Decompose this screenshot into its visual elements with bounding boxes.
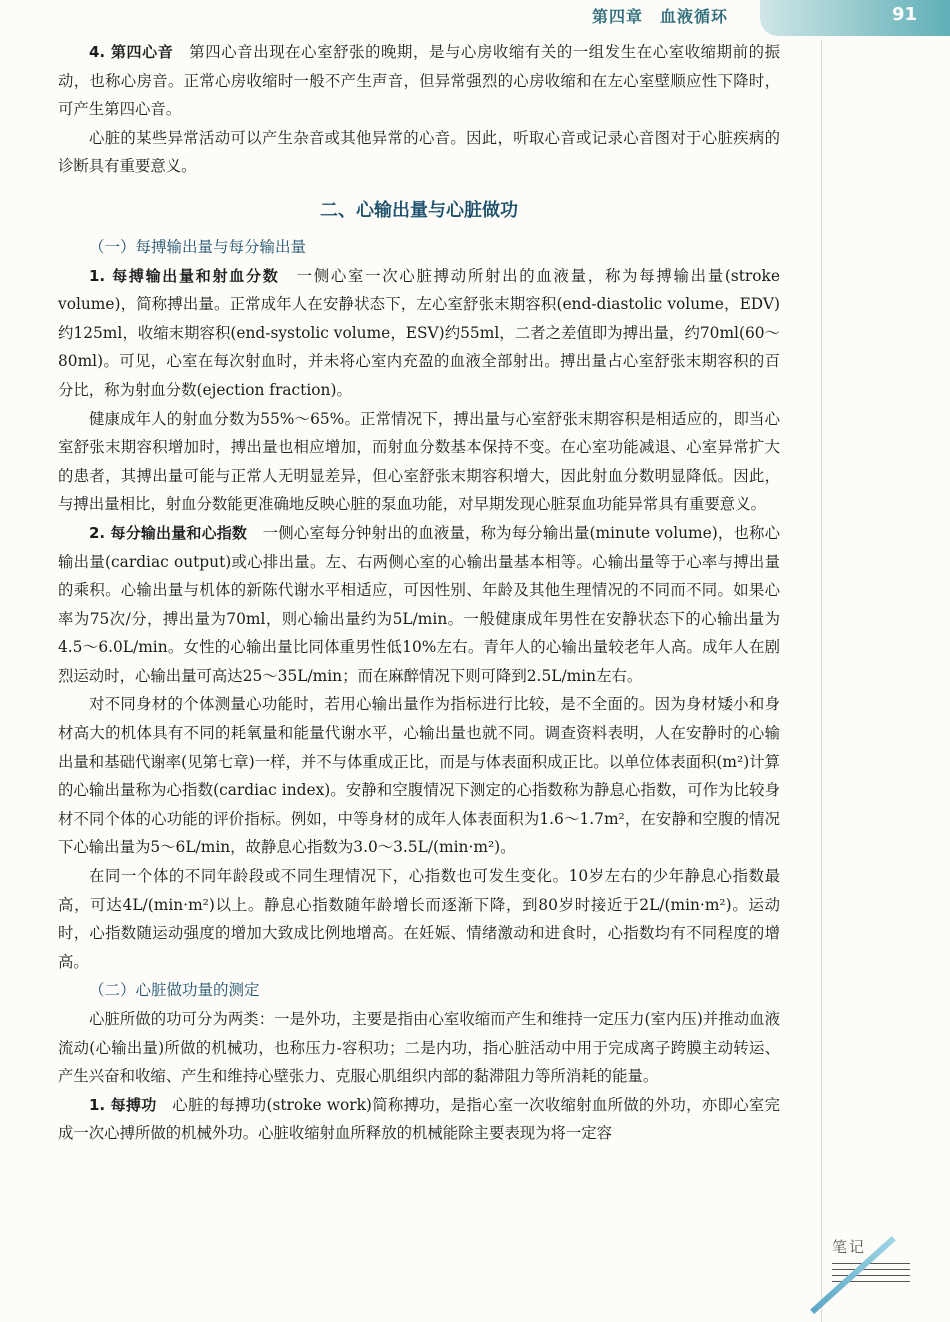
run-in-heading: 4. 第四心音 bbox=[89, 43, 174, 61]
paragraph bbox=[58, 405, 780, 519]
paragraph bbox=[58, 262, 780, 405]
chapter-title: 第四章 血液循环 bbox=[592, 7, 729, 26]
paragraph bbox=[58, 1005, 780, 1091]
subsection-heading: （一）每搏输出量与每分输出量 bbox=[89, 237, 307, 256]
paragraph bbox=[58, 519, 780, 691]
section-title: 二、心输出量与心脏做功 bbox=[320, 199, 518, 221]
paragraph bbox=[58, 690, 780, 862]
run-in-heading: 2. 每分输出量和心指数 bbox=[89, 523, 248, 542]
paragraph-text: 在同一个体的不同年龄段或不同生理情况下，心指数也可发生变化。10岁左右的少年静息心指数最高，可达4L/(min·m²)以上。静息心指数随年龄增长而逐渐下降，到80岁时接近于2L/(min·m²)。运动时，心指数随运动强度的增加大致成比例地增高。在妊娠、情绪激动和进食时，心指数均有不同程度的增高。 bbox=[58, 867, 780, 971]
paragraph-text: 心脏的每搏功(stroke work)简称搏功，是指心室一次收缩射血所做的外功，亦即心室完成一次心搏所做的机械外功。心脏收缩射血所释放的机械能除主要表现为将一定容 bbox=[58, 1095, 780, 1143]
paragraph bbox=[58, 38, 780, 124]
page-number: 91 bbox=[892, 4, 918, 25]
paragraph-text: 对不同身材的个体测量心功能时，若用心输出量作为指标进行比较，是不全面的。因为身材矮小和身材高大的机体具有不同的耗氧量和能量代谢水平，心输出量也就不同。调查资料表明，人在安静时的心输出量和基础代谢率(见第七章)一样，并不与体重成正比，而是与体表面积成正比。以单位体表面积(m²)计算的心输出量称为心指数(cardiac index)。安静和空腹情况下测定的心指数称为静息心指数，可作为比较身材不同个体的心功能的评价指标。例如，中等身材的成年人体表面积为1.6～1.7m²，在安静和空腹的情况下心输出量为5～6L/min，故静息心指数为3.0～3.5L/(min·m²)。 bbox=[58, 695, 780, 857]
run-in-heading: 1. 每搏功 bbox=[89, 1095, 157, 1114]
notes-label: 笔记 bbox=[832, 1238, 867, 1256]
paragraph-text: 一侧心室一次心脏搏动所射出的血液量，称为每搏输出量(stroke volume)，简称搏出量。正常成年人在安静状态下，左心室舒张末期容积(end-diastolic volume，EDV)约125ml，收缩末期容积(end-systolic volume，ESV)约55ml，二者之差值即为搏出量，约70ml(60～80ml)。可见，心室在每次射血时，并未将心室内充盈的血液全部射出。搏出量占心室舒张末期容积的百分比，称为射血分数(ejection fraction)。 bbox=[58, 266, 780, 399]
paragraph-text: 心脏所做的功可分为两类：一是外功，主要是指由心室收缩而产生和维持一定压力(室内压)并推动血液流动(心输出量)所做的机械功，也称压力-容积功；二是内功，指心脏活动中用于完成离子跨膜主动转运、产生兴奋和收缩、产生和维持心壁张力、克服心肌组织内部的黏滞阻力等所消耗的能量。 bbox=[58, 1010, 780, 1086]
subsection-heading: （二）心脏做功量的测定 bbox=[89, 981, 260, 1000]
page-body bbox=[58, 38, 780, 1148]
run-in-heading: 1. 每搏输出量和射血分数 bbox=[89, 266, 280, 285]
paragraph-text: 第四心音出现在心室舒张的晚期，是与心房收缩有关的一组发生在心室收缩期前的振动，也称心房音。正常心房收缩时一般不产生声音，但异常强烈的心房收缩和在左心室壁顺应性下降时，可产生第四心音。 bbox=[58, 43, 780, 119]
paragraph-text: 健康成年人的射血分数为55%～65%。正常情况下，搏出量与心室舒张末期容积是相适应的，即当心室舒张末期容积增加时，搏出量也相应增加，而射血分数基本保持不变。在心室功能减退、心室异常扩大的患者，其搏出量可能与正常人无明显差异，但心室舒张末期容积增大，因此射血分数明显降低。因此，与搏出量相比，射血分数能更准确地反映心脏的泵血功能，对早期发现心脏泵血功能异常具有重要意义。 bbox=[58, 409, 780, 514]
paragraph-text: 心脏的某些异常活动可以产生杂音或其他异常的心音。因此，听取心音或记录心音图对于心脏疾病的诊断具有重要意义。 bbox=[58, 128, 780, 176]
header-tab bbox=[760, 0, 950, 36]
margin-rule bbox=[821, 40, 822, 1322]
paragraph bbox=[58, 124, 780, 181]
paragraph bbox=[58, 862, 780, 976]
paragraph bbox=[58, 1091, 780, 1148]
paragraph-text: 一侧心室每分钟射出的血液量，称为每分输出量(minute volume)，也称心输出量(cardiac output)或心排出量。左、右两侧心室的心输出量基本相等。心输出量等于心率与搏出量的乘积。心输出量与机体的新陈代谢水平相适应，可因性别、年龄及其他生理情况的不同而不同。如果心率为75次/分，搏出量为70ml，则心输出量约为5L/min。一般健康成年男性在安静状态下的心输出量为4.5～6.0L/min。女性的心输出量比同体重男性低10%左右。青年人的心输出量较老年人高。成年人在剧烈运动时，心输出量可高达25～35L/min；而在麻醉情况下则可降到2.5L/min左右。 bbox=[58, 523, 780, 685]
